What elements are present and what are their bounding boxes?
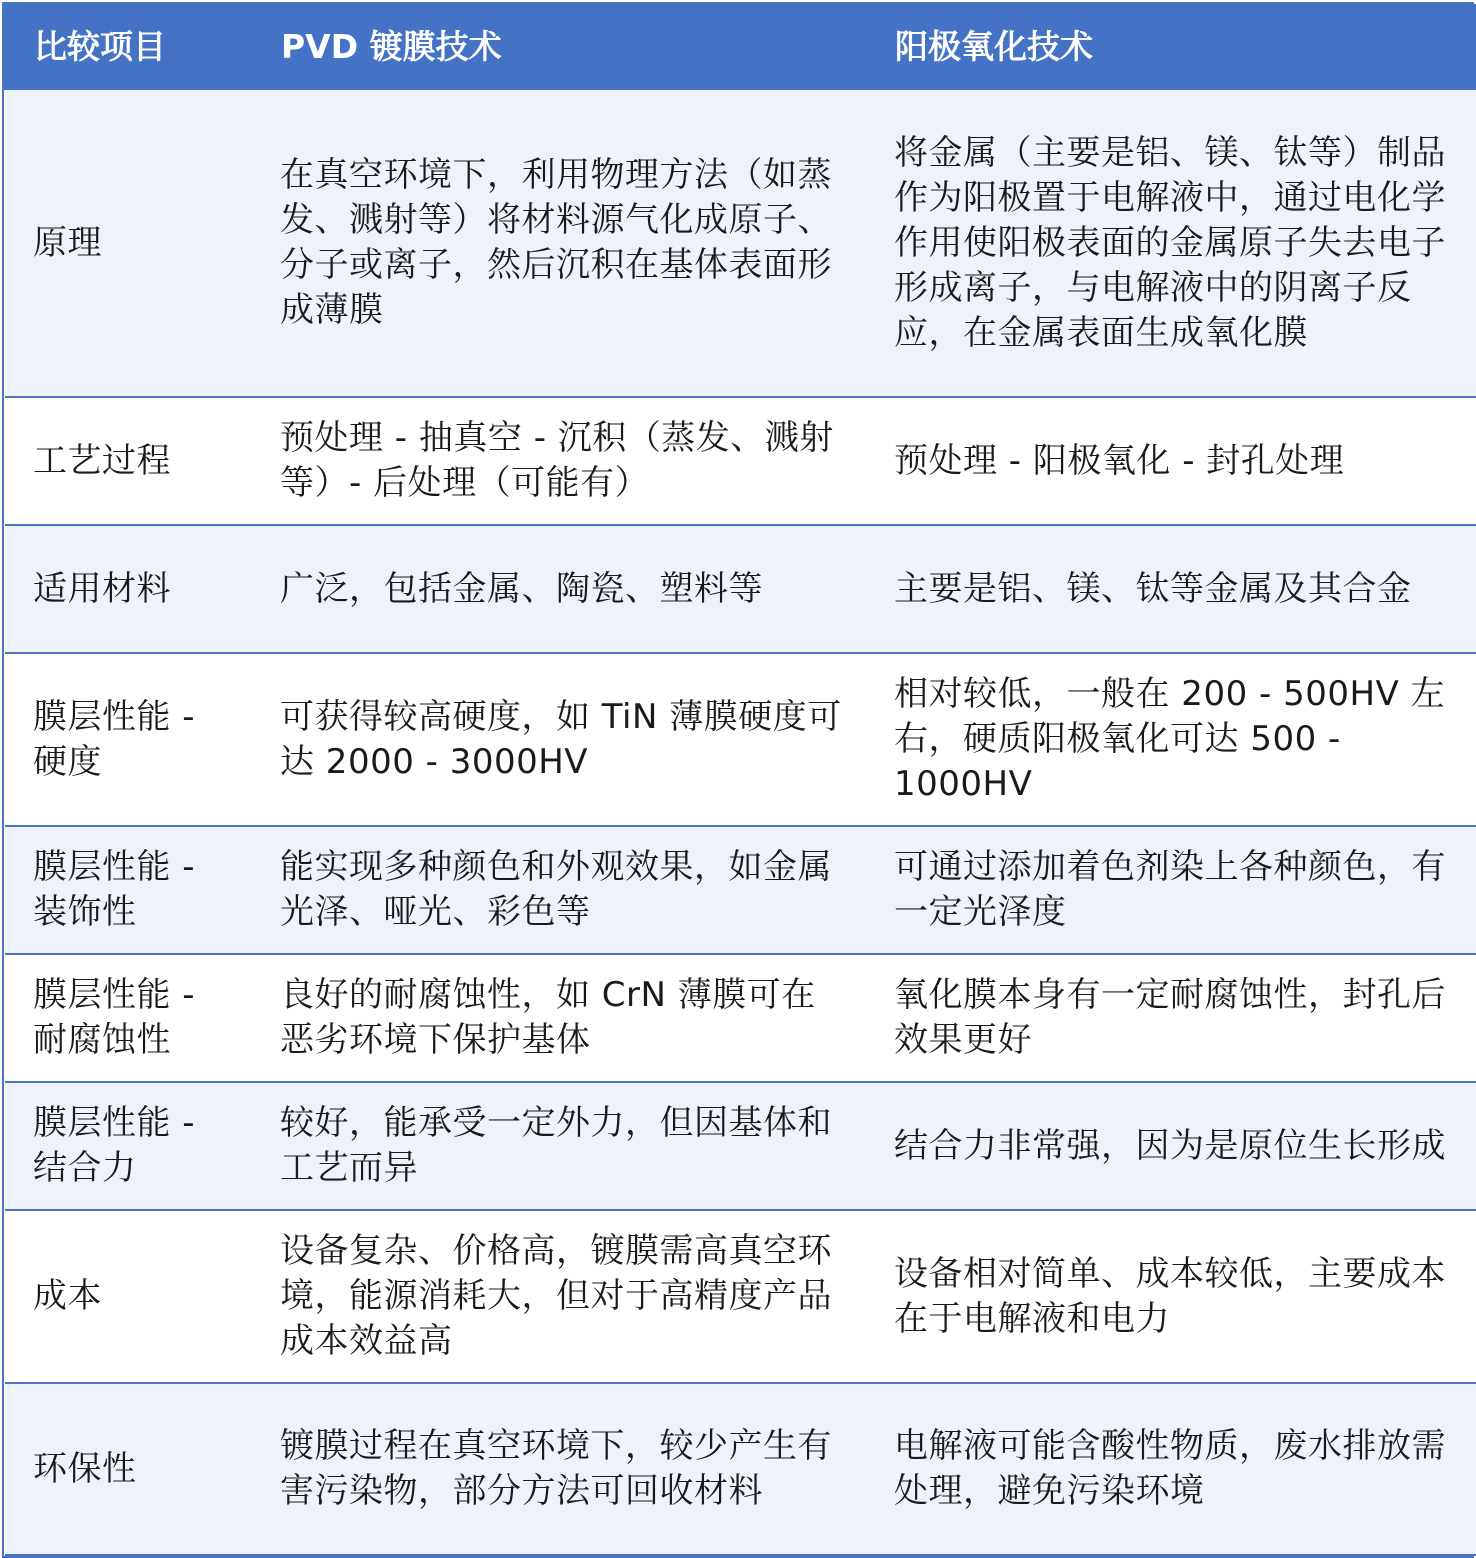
row-anodic: 将金属（主要是铝、镁、钛等）制品作为阳极置于电解液中，通过电化学作用使阳极表面的金属原子失去电子形成离子，与电解液中的阴离子反应，在金属表面生成氧化膜 — [864, 89, 1476, 397]
row-item: 膜层性能 - 硬度 — [5, 653, 250, 826]
header-anodic: 阳极氧化技术 — [864, 5, 1476, 89]
header-item: 比较项目 — [5, 5, 250, 89]
row-pvd: 预处理 - 抽真空 - 沉积（蒸发、溅射等）- 后处理（可能有） — [250, 397, 864, 525]
row-item: 适用材料 — [5, 525, 250, 653]
header-pvd: PVD 镀膜技术 — [250, 5, 864, 89]
row-pvd: 在真空环境下，利用物理方法（如蒸发、溅射等）将材料源气化成原子、分子或离子，然后沉积在基体表面形成薄膜 — [250, 89, 864, 397]
table-row — [5, 653, 1476, 826]
table-row — [5, 397, 1476, 525]
row-item: 成本 — [5, 1210, 250, 1383]
row-anodic: 结合力非常强，因为是原位生长形成 — [864, 1082, 1476, 1210]
row-pvd: 镀膜过程在真空环境下，较少产生有害污染物，部分方法可回收材料 — [250, 1383, 864, 1555]
row-anodic: 主要是铝、镁、钛等金属及其合金 — [864, 525, 1476, 653]
comparison-table — [2, 2, 1474, 1558]
row-anodic: 氧化膜本身有一定耐腐蚀性，封孔后效果更好 — [864, 954, 1476, 1082]
table-row — [5, 1383, 1476, 1555]
table-row — [5, 89, 1476, 397]
row-anodic: 相对较低，一般在 200 - 500HV 左右，硬质阳极氧化可达 500 - 1000HV — [864, 653, 1476, 826]
row-pvd: 良好的耐腐蚀性，如 CrN 薄膜可在恶劣环境下保护基体 — [250, 954, 864, 1082]
row-item: 环保性 — [5, 1383, 250, 1555]
row-pvd: 广泛，包括金属、陶瓷、塑料等 — [250, 525, 864, 653]
row-pvd: 较好，能承受一定外力，但因基体和工艺而异 — [250, 1082, 864, 1210]
row-pvd: 能实现多种颜色和外观效果，如金属光泽、哑光、彩色等 — [250, 826, 864, 954]
table-body — [5, 89, 1476, 1555]
row-item: 膜层性能 - 装饰性 — [5, 826, 250, 954]
table-row — [5, 1082, 1476, 1210]
row-anodic: 电解液可能含酸性物质，废水排放需处理，避免污染环境 — [864, 1383, 1476, 1555]
table-row — [5, 1210, 1476, 1383]
row-item: 膜层性能 - 耐腐蚀性 — [5, 954, 250, 1082]
row-pvd: 可获得较高硬度，如 TiN 薄膜硬度可达 2000 - 3000HV — [250, 653, 864, 826]
row-anodic: 设备相对简单、成本较低，主要成本在于电解液和电力 — [864, 1210, 1476, 1383]
row-item: 工艺过程 — [5, 397, 250, 525]
table-row — [5, 826, 1476, 954]
comparison-table-grid — [4, 4, 1476, 1556]
row-pvd: 设备复杂、价格高，镀膜需高真空环境，能源消耗大，但对于高精度产品成本效益高 — [250, 1210, 864, 1383]
row-anodic: 可通过添加着色剂染上各种颜色，有一定光泽度 — [864, 826, 1476, 954]
row-item: 膜层性能 - 结合力 — [5, 1082, 250, 1210]
row-item: 原理 — [5, 89, 250, 397]
table-row — [5, 525, 1476, 653]
table-header — [5, 5, 1476, 89]
header-row — [5, 5, 1476, 89]
row-anodic: 预处理 - 阳极氧化 - 封孔处理 — [864, 397, 1476, 525]
table-row — [5, 954, 1476, 1082]
